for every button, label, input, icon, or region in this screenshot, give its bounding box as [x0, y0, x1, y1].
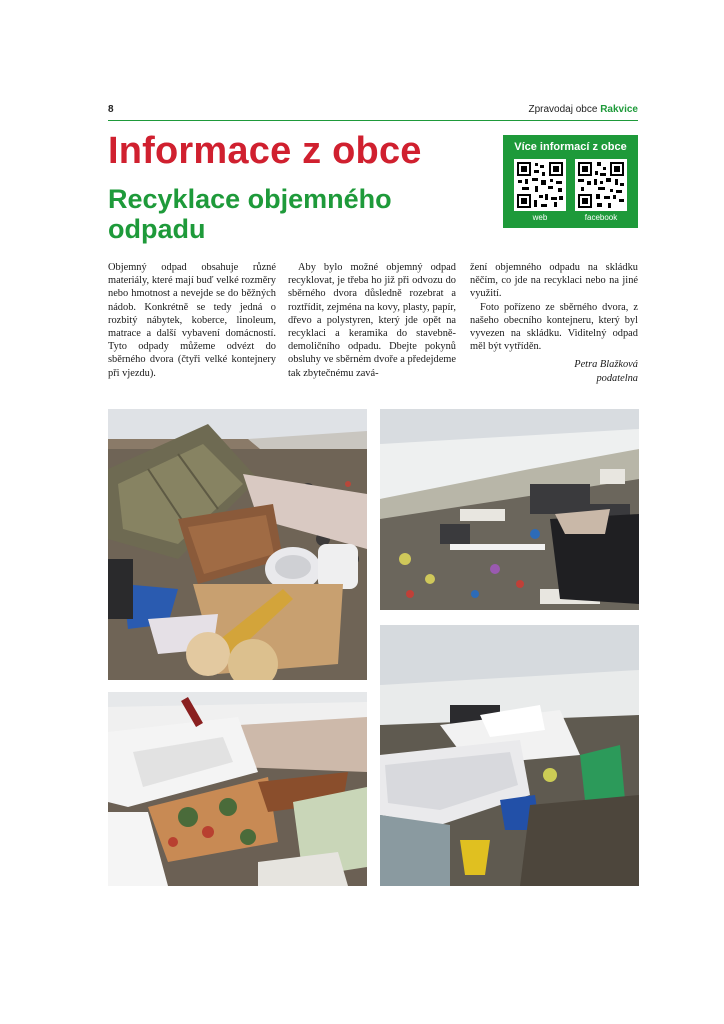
photo-bulky-waste-polystyrene: [108, 692, 367, 886]
article-paragraph: Foto pořízeno ze sběrného dvora, z našeho obecního kontejneru, který byl vyvezen na skládku. Viditelný odpad měl být vytříděn.: [470, 301, 638, 353]
author-role: podatelna: [596, 372, 638, 384]
author-name: Petra Blažková: [574, 359, 638, 371]
section-title: Informace z obce: [108, 130, 422, 172]
qr-label-web: web: [532, 213, 548, 222]
article-paragraph: Aby bylo možné objemný odpad recyklovat, je třeba ho již při odvozu do sběrného dvora důsledně rozebrat a roztřídit, zejména na kovy, plasty, papír, dřevo a polystyren, který jde opět na recyklaci a keramika do stavebně-demoličního odpadu. Dbejte pokynů obsluhy ve sběrném dvoře a předejdeme tak zbytečnému zavá-: [288, 262, 456, 379]
text-column-1: [108, 261, 276, 380]
header-rule: [108, 120, 638, 121]
text-column-3: [470, 261, 638, 385]
qr-code-web[interactable]: [514, 159, 566, 211]
publication-village: Rakvice: [600, 104, 638, 115]
qr-label-facebook: facebook: [584, 213, 618, 222]
article-paragraph: žení objemného odpadu na skládku něčím, co jde na recyklaci nebo na jiné využití.: [470, 262, 638, 300]
photo-bulky-waste-sofa: [108, 409, 367, 680]
author-signature: [470, 358, 638, 384]
page-number: 8: [108, 104, 114, 115]
text-column-2: [288, 261, 456, 380]
photo-bulky-waste-mattress: [380, 625, 639, 886]
photo-bulky-waste-landfill-slope: [380, 409, 639, 610]
article-paragraph: Objemný odpad obsahuje různé materiály, které mají buď velké rozměry nebo hmotnost a nevejde se do běžných nádob. Konkrétně se tedy jedná o rozbitý nábytek, koberce, linoleum, matrace a další vybavení domácností. Tyto odpady můžeme odvézt do sběrného dvora (čtyři velké kontejnery při vjezdu).: [108, 262, 276, 379]
publication-name: [528, 104, 638, 115]
article-title: Recyklace objemného odpadu: [108, 184, 392, 244]
qr-info-box: [503, 135, 638, 228]
publication-label: Zpravodaj obce: [528, 104, 598, 115]
qr-code-facebook[interactable]: [575, 159, 627, 211]
qr-box-title: Více informací z obce: [514, 141, 627, 153]
